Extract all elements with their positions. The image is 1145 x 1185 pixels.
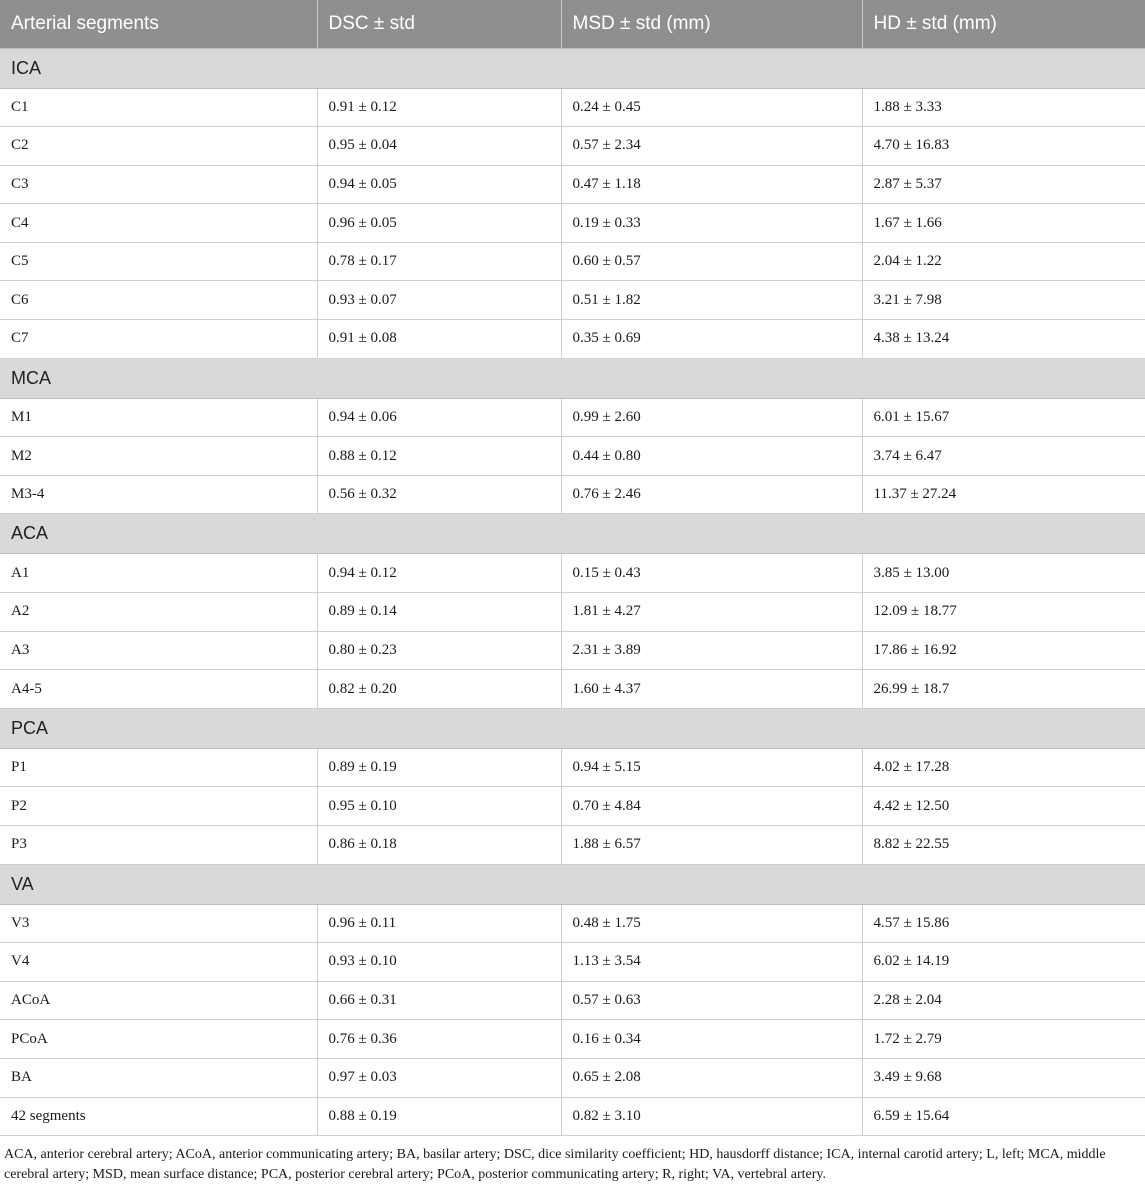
msd-cell: 0.60 ± 0.57 bbox=[561, 242, 862, 281]
segment-cell: V3 bbox=[0, 904, 317, 943]
dsc-cell: 0.80 ± 0.23 bbox=[317, 631, 561, 670]
header-arterial-segments: Arterial segments bbox=[0, 0, 317, 48]
hd-cell: 1.67 ± 1.66 bbox=[862, 204, 1145, 243]
msd-cell: 0.76 ± 2.46 bbox=[561, 475, 862, 514]
table-header bbox=[0, 0, 1145, 48]
hd-cell: 1.72 ± 2.79 bbox=[862, 1020, 1145, 1059]
segment-cell: M3-4 bbox=[0, 475, 317, 514]
header-row bbox=[0, 0, 1145, 48]
hd-cell: 8.82 ± 22.55 bbox=[862, 826, 1145, 865]
segment-cell: C5 bbox=[0, 242, 317, 281]
hd-cell: 6.02 ± 14.19 bbox=[862, 943, 1145, 982]
segment-cell: C7 bbox=[0, 320, 317, 359]
hd-cell: 6.59 ± 15.64 bbox=[862, 1097, 1145, 1136]
table-row bbox=[0, 281, 1145, 320]
hd-cell: 3.85 ± 13.00 bbox=[862, 554, 1145, 593]
group-label: ACA bbox=[0, 514, 1145, 554]
msd-cell: 0.47 ± 1.18 bbox=[561, 165, 862, 204]
segment-cell: A3 bbox=[0, 631, 317, 670]
hd-cell: 12.09 ± 18.77 bbox=[862, 593, 1145, 632]
dsc-cell: 0.93 ± 0.10 bbox=[317, 943, 561, 982]
group-label: VA bbox=[0, 864, 1145, 904]
msd-cell: 0.19 ± 0.33 bbox=[561, 204, 862, 243]
msd-cell: 0.82 ± 3.10 bbox=[561, 1097, 862, 1136]
table-row bbox=[0, 1097, 1145, 1136]
group-row-ica bbox=[0, 48, 1145, 88]
hd-cell: 17.86 ± 16.92 bbox=[862, 631, 1145, 670]
header-msd: MSD ± std (mm) bbox=[561, 0, 862, 48]
dsc-cell: 0.91 ± 0.08 bbox=[317, 320, 561, 359]
hd-cell: 11.37 ± 27.24 bbox=[862, 475, 1145, 514]
table-row bbox=[0, 631, 1145, 670]
dsc-cell: 0.78 ± 0.17 bbox=[317, 242, 561, 281]
hd-cell: 2.87 ± 5.37 bbox=[862, 165, 1145, 204]
dsc-cell: 0.88 ± 0.12 bbox=[317, 437, 561, 476]
group-row-va bbox=[0, 864, 1145, 904]
segment-cell: P2 bbox=[0, 787, 317, 826]
table-row bbox=[0, 787, 1145, 826]
group-label: PCA bbox=[0, 708, 1145, 748]
table-row bbox=[0, 904, 1145, 943]
dsc-cell: 0.95 ± 0.04 bbox=[317, 127, 561, 166]
header-dsc: DSC ± std bbox=[317, 0, 561, 48]
msd-cell: 0.57 ± 2.34 bbox=[561, 127, 862, 166]
table-row bbox=[0, 1058, 1145, 1097]
segment-cell: A1 bbox=[0, 554, 317, 593]
hd-cell: 3.49 ± 9.68 bbox=[862, 1058, 1145, 1097]
msd-cell: 0.35 ± 0.69 bbox=[561, 320, 862, 359]
table-row bbox=[0, 826, 1145, 865]
dsc-cell: 0.89 ± 0.14 bbox=[317, 593, 561, 632]
group-label: ICA bbox=[0, 48, 1145, 88]
segment-cell: V4 bbox=[0, 943, 317, 982]
msd-cell: 0.44 ± 0.80 bbox=[561, 437, 862, 476]
dsc-cell: 0.82 ± 0.20 bbox=[317, 670, 561, 709]
msd-cell: 2.31 ± 3.89 bbox=[561, 631, 862, 670]
msd-cell: 0.57 ± 0.63 bbox=[561, 981, 862, 1020]
hd-cell: 4.38 ± 13.24 bbox=[862, 320, 1145, 359]
segment-cell: C6 bbox=[0, 281, 317, 320]
hd-cell: 2.04 ± 1.22 bbox=[862, 242, 1145, 281]
segment-cell: C1 bbox=[0, 88, 317, 127]
table-row bbox=[0, 981, 1145, 1020]
group-row-pca bbox=[0, 708, 1145, 748]
group-row-mca bbox=[0, 358, 1145, 398]
table-footnote: ACA, anterior cerebral artery; ACoA, anterior communicating artery; BA, basilar artery; DSC, dice similarity coefficient; HD, hausdorff distance; ICA, internal carotid artery; L, left; MCA, middle cerebral artery; MSD, mean surface distance; PCA, posterior cerebral artery; PCoA, posterior communicating artery; R, right; VA, vertebral artery. bbox=[4, 1147, 1106, 1182]
table-row bbox=[0, 475, 1145, 514]
dsc-cell: 0.94 ± 0.12 bbox=[317, 554, 561, 593]
msd-cell: 0.94 ± 5.15 bbox=[561, 748, 862, 787]
msd-cell: 0.51 ± 1.82 bbox=[561, 281, 862, 320]
hd-cell: 2.28 ± 2.04 bbox=[862, 981, 1145, 1020]
segment-cell: P1 bbox=[0, 748, 317, 787]
segment-cell: PCoA bbox=[0, 1020, 317, 1059]
hd-cell: 26.99 ± 18.7 bbox=[862, 670, 1145, 709]
table-row bbox=[0, 554, 1145, 593]
msd-cell: 0.16 ± 0.34 bbox=[561, 1020, 862, 1059]
dsc-cell: 0.76 ± 0.36 bbox=[317, 1020, 561, 1059]
segment-cell: A4-5 bbox=[0, 670, 317, 709]
hd-cell: 3.21 ± 7.98 bbox=[862, 281, 1145, 320]
msd-cell: 0.99 ± 2.60 bbox=[561, 398, 862, 437]
dsc-cell: 0.91 ± 0.12 bbox=[317, 88, 561, 127]
dsc-cell: 0.88 ± 0.19 bbox=[317, 1097, 561, 1136]
table-row bbox=[0, 242, 1145, 281]
table-row bbox=[0, 943, 1145, 982]
msd-cell: 0.65 ± 2.08 bbox=[561, 1058, 862, 1097]
segment-cell: C3 bbox=[0, 165, 317, 204]
table-row bbox=[0, 127, 1145, 166]
header-hd: HD ± std (mm) bbox=[862, 0, 1145, 48]
segment-cell: C2 bbox=[0, 127, 317, 166]
segment-cell: ACoA bbox=[0, 981, 317, 1020]
dsc-cell: 0.96 ± 0.11 bbox=[317, 904, 561, 943]
table-body bbox=[0, 48, 1145, 1136]
segment-cell: BA bbox=[0, 1058, 317, 1097]
msd-cell: 0.15 ± 0.43 bbox=[561, 554, 862, 593]
msd-cell: 0.48 ± 1.75 bbox=[561, 904, 862, 943]
msd-cell: 1.88 ± 6.57 bbox=[561, 826, 862, 865]
segment-cell: P3 bbox=[0, 826, 317, 865]
group-row-aca bbox=[0, 514, 1145, 554]
hd-cell: 3.74 ± 6.47 bbox=[862, 437, 1145, 476]
dsc-cell: 0.86 ± 0.18 bbox=[317, 826, 561, 865]
dsc-cell: 0.89 ± 0.19 bbox=[317, 748, 561, 787]
dsc-cell: 0.66 ± 0.31 bbox=[317, 981, 561, 1020]
hd-cell: 4.70 ± 16.83 bbox=[862, 127, 1145, 166]
table-row bbox=[0, 204, 1145, 243]
msd-cell: 0.70 ± 4.84 bbox=[561, 787, 862, 826]
table-row bbox=[0, 165, 1145, 204]
dsc-cell: 0.97 ± 0.03 bbox=[317, 1058, 561, 1097]
dsc-cell: 0.94 ± 0.06 bbox=[317, 398, 561, 437]
hd-cell: 4.42 ± 12.50 bbox=[862, 787, 1145, 826]
group-label: MCA bbox=[0, 358, 1145, 398]
hd-cell: 6.01 ± 15.67 bbox=[862, 398, 1145, 437]
segment-cell: C4 bbox=[0, 204, 317, 243]
msd-cell: 1.13 ± 3.54 bbox=[561, 943, 862, 982]
table-row bbox=[0, 437, 1145, 476]
table-row bbox=[0, 398, 1145, 437]
msd-cell: 0.24 ± 0.45 bbox=[561, 88, 862, 127]
dsc-cell: 0.93 ± 0.07 bbox=[317, 281, 561, 320]
dsc-cell: 0.56 ± 0.32 bbox=[317, 475, 561, 514]
segment-cell: M2 bbox=[0, 437, 317, 476]
msd-cell: 1.81 ± 4.27 bbox=[561, 593, 862, 632]
dsc-cell: 0.96 ± 0.05 bbox=[317, 204, 561, 243]
hd-cell: 4.57 ± 15.86 bbox=[862, 904, 1145, 943]
segment-cell: 42 segments bbox=[0, 1097, 317, 1136]
dsc-cell: 0.95 ± 0.10 bbox=[317, 787, 561, 826]
segment-cell: A2 bbox=[0, 593, 317, 632]
hd-cell: 1.88 ± 3.33 bbox=[862, 88, 1145, 127]
dsc-cell: 0.94 ± 0.05 bbox=[317, 165, 561, 204]
msd-cell: 1.60 ± 4.37 bbox=[561, 670, 862, 709]
table-row bbox=[0, 670, 1145, 709]
segment-cell: M1 bbox=[0, 398, 317, 437]
table-row bbox=[0, 88, 1145, 127]
hd-cell: 4.02 ± 17.28 bbox=[862, 748, 1145, 787]
table-row bbox=[0, 320, 1145, 359]
table-row bbox=[0, 1020, 1145, 1059]
table-row bbox=[0, 748, 1145, 787]
table-row bbox=[0, 593, 1145, 632]
